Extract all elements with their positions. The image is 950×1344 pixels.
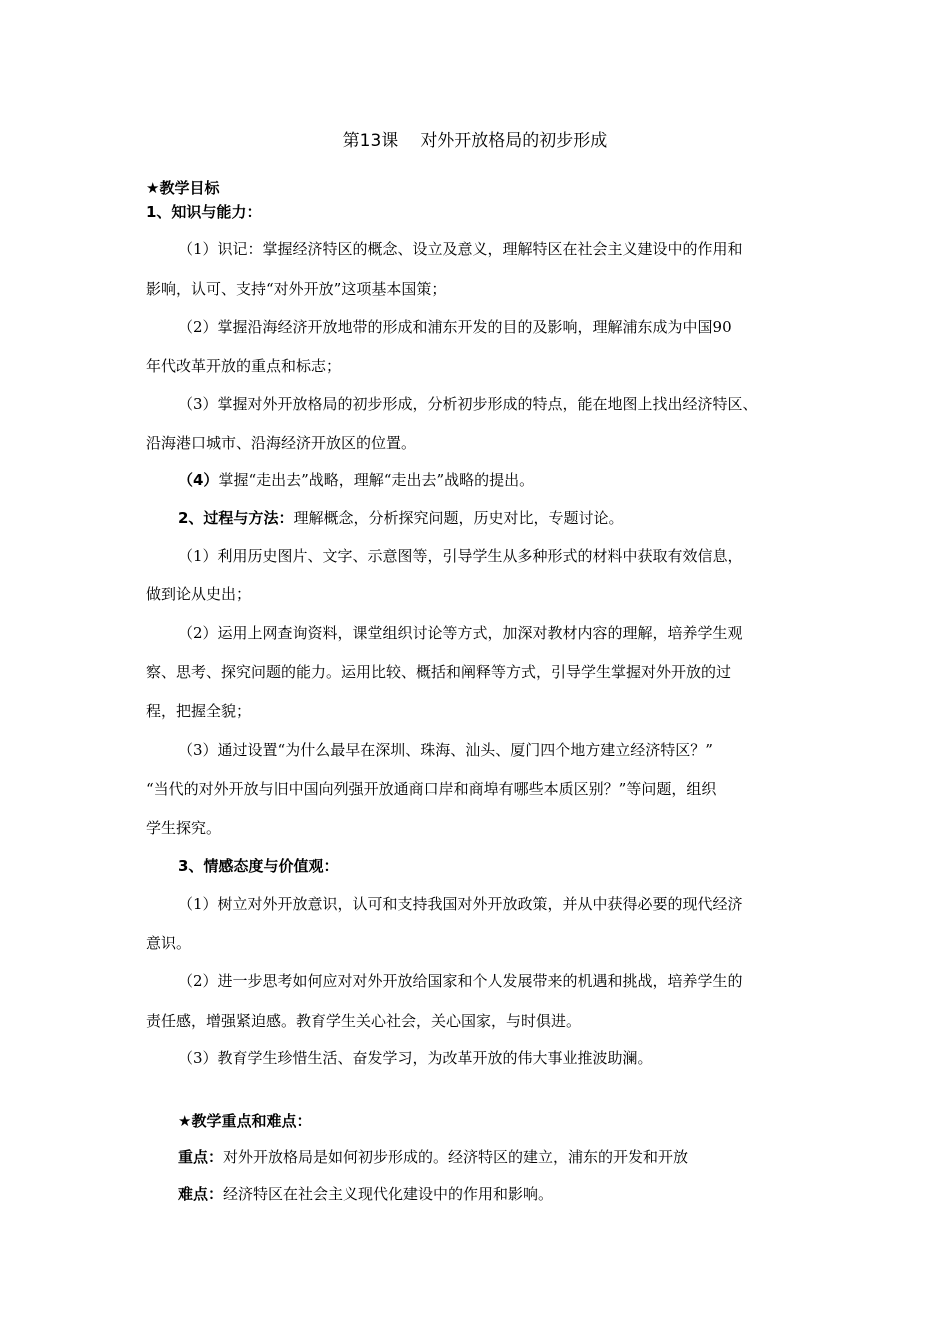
paragraph-line: 沿海港口城市、沿海经济开放区的位置。 [146,434,417,452]
paragraph-line: （3）掌握对外开放格局的初步形成，分析初步形成的特点，能在地图上找出经济特区、 [178,395,758,413]
paragraph-line: 做到论从史出； [146,585,252,603]
paragraph-line: （1）利用历史图片、文字、示意图等，引导学生从多种形式的材料中获取有效信息， [178,547,743,565]
focus-label: 重点： [178,1148,224,1166]
lesson-name: 对外开放格局的初步形成 [420,131,608,151]
difficulty-label: 难点： [178,1185,224,1203]
paragraph-line: 察、思考、探究问题的能力。运用比较、概括和阐释等方式，引导学生掌握对外开放的过 [146,663,732,681]
paragraph-line: 学生探究。 [146,819,222,837]
star-icon: ★ [146,179,160,197]
paragraph-line: （2）进一步思考如何应对对外开放给国家和个人发展带来的机遇和挑战，培养学生的 [178,972,743,990]
paragraph-line: （2）掌握沿海经济开放地带的形成和浦东开发的目的及影响，理解浦东成为中国90 [178,318,732,336]
difficulty-line: 难点：经济特区在社会主义现代化建设中的作用和影响。 [178,1185,554,1203]
paragraph-line: （3）通过设置“为什么最早在深圳、珠海、汕头、厦门四个地方建立经济特区？” [178,741,713,759]
focus-line: 重点：对外开放格局是如何初步形成的。经济特区的建立，浦东的开发和开放 [178,1148,689,1166]
item-number: （4） [178,471,219,489]
paragraph-line: “当代的对外开放与旧中国向列强开放通商口岸和商埠有哪些本质区别？”等问题，组织 [146,780,717,798]
section-2-heading: 2、过程与方法： [178,509,294,527]
paragraph-line: （1）识记：掌握经济特区的概念、设立及意义，理解特区在社会主义建设中的作用和 [178,240,743,258]
paragraph-line: （3）教育学生珍惜生活、奋发学习，为改革开放的伟大事业推波助澜。 [178,1049,653,1067]
goals-heading: ★教学目标 [146,179,220,197]
paragraph-line: （1）树立对外开放意识，认可和支持我国对外开放政策，并从中获得必要的现代经济 [178,895,743,913]
paragraph-line: 责任感，增强紧迫感。教育学生关心社会，关心国家，与时俱进。 [146,1012,582,1030]
paragraph-line: 程，把握全貌； [146,702,252,720]
paragraph-line: 影响，认可、支持“对外开放”这项基本国策； [146,280,447,298]
section-3-heading: 3、情感态度与价值观： [178,857,339,875]
paragraph-line: （4）掌握“走出去”战略，理解“走出去”战略的提出。 [178,471,535,489]
paragraph-line: 年代改革开放的重点和标志； [146,357,342,375]
section-1-heading: 1、知识与能力： [146,203,262,221]
lesson-number: 第13课 [342,131,399,151]
paragraph-line: 意识。 [146,934,192,952]
page-title [0,126,950,151]
key-points-heading: ★教学重点和难点： [178,1112,312,1130]
star-icon: ★ [178,1112,192,1130]
paragraph-line: （2）运用上网查询资料，课堂组织讨论等方式，加深对教材内容的理解，培养学生观 [178,624,743,642]
section-2-heading-line: 2、过程与方法：理解概念，分析探究问题，历史对比，专题讨论。 [178,509,624,527]
